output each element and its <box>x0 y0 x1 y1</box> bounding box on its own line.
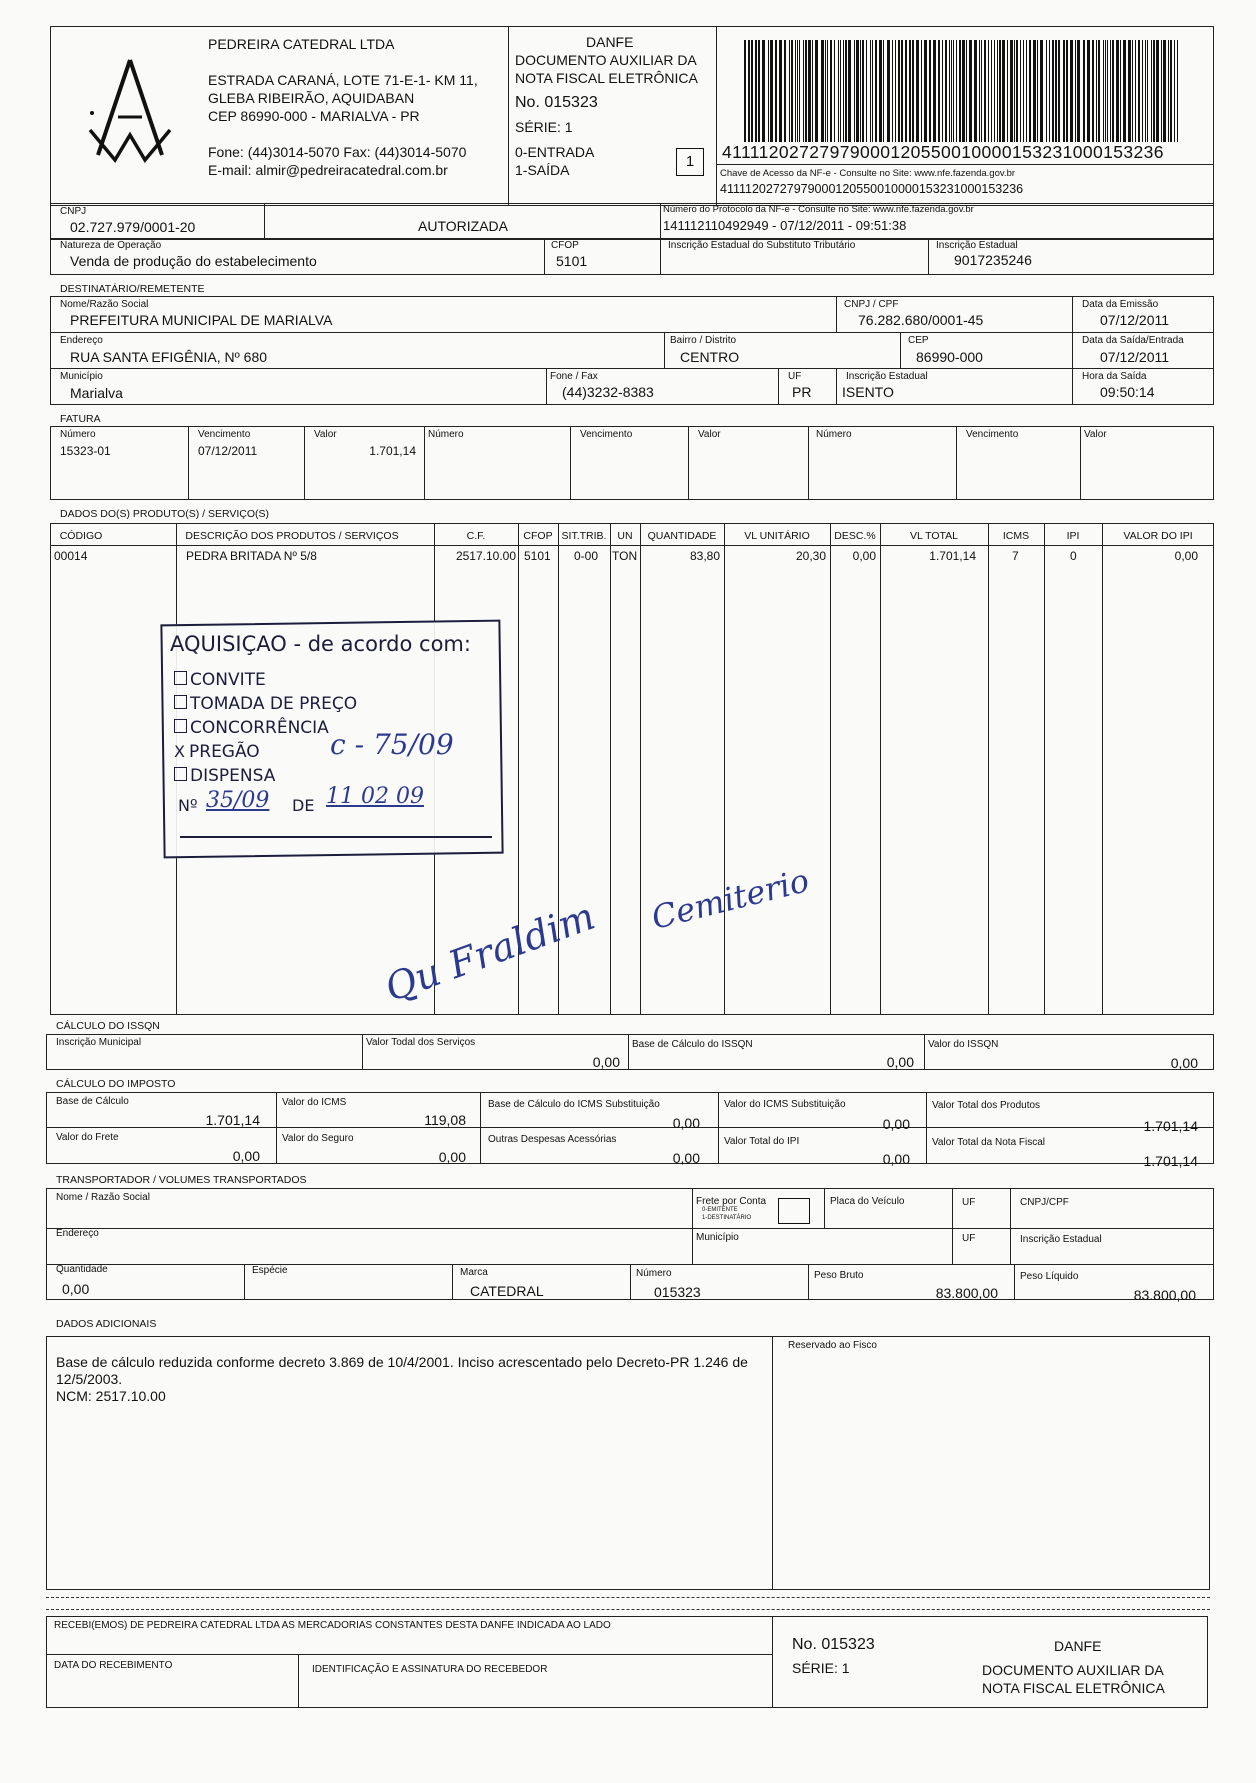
volume-number: 015323 <box>654 1284 701 1300</box>
carrier-ie-label: Inscrição Estadual <box>1020 1234 1102 1245</box>
additional-box <box>46 1336 1210 1590</box>
col-valor-ipi: VALOR DO IPI <box>1123 530 1193 542</box>
uf-value: PR <box>792 384 812 400</box>
issuer-cnpj: 02.727.979/0001-20 <box>70 219 196 235</box>
handwritten-note-process: c - 75/09 <box>330 728 454 761</box>
cnpj-row <box>50 203 1214 240</box>
tax-total-label: Valor Total da Nota Fiscal <box>932 1137 1046 1148</box>
emission-label: Data da Emissão <box>1082 299 1159 310</box>
col-desc: DESC.% <box>834 530 876 542</box>
issuer-address3: CEP 86990-000 - MARIALVA - PR <box>208 108 420 124</box>
invoice-due-label-2: Vencimento <box>580 429 633 440</box>
tax-icms-label: Valor do ICMS <box>282 1097 347 1108</box>
row-vl-unitario: 20,30 <box>795 549 826 563</box>
danfe-series: SÉRIE: 1 <box>515 119 573 135</box>
emission-date: 07/12/2011 <box>1100 312 1170 328</box>
volume-number-label: Número <box>636 1268 672 1279</box>
freight-option-1: 1-DESTINATÁRIO <box>702 1215 752 1221</box>
col-cfop: CFOP <box>523 530 553 542</box>
stamp-option-tomada: TOMADA DE PREÇO <box>174 694 357 714</box>
nature-label: Natureza de Operação <box>60 240 162 251</box>
species-label: Espécie <box>252 1265 288 1276</box>
receipt-sign-label: IDENTIFICAÇÃO E ASSINATURA DO RECEBEDOR <box>312 1664 548 1675</box>
recipient-address: RUA SANTA EFIGÊNIA, Nº 680 <box>70 349 268 365</box>
tax-ipi-label: Valor Total do IPI <box>724 1136 800 1147</box>
danfe-exit: 1-SAÍDA <box>515 162 570 178</box>
invoice-value: 1.701,14 <box>369 444 416 458</box>
gross-weight-label: Peso Bruto <box>814 1270 864 1281</box>
invoice-due-label-3: Vencimento <box>966 429 1019 440</box>
issuer-phone: Fone: (44)3014-5070 Fax: (44)3014-5070 <box>208 144 467 160</box>
danfe-subtitle1: DOCUMENTO AUXILIAR DA <box>515 52 697 68</box>
checkbox-icon <box>174 767 187 781</box>
receipt-text: RECEBI(EMOS) DE PEDREIRA CATEDRAL LTDA AS MERCADORIAS CONSTANTES DESTA DANFE INDICADA AO LADO <box>54 1620 611 1631</box>
invoice-section: FATURA <box>60 413 101 425</box>
cep-label: CEP <box>908 335 929 346</box>
col-vl-unitario: VL UNITÁRIO <box>744 530 810 542</box>
invoice-number-label-1: Número <box>60 429 96 440</box>
issuer-address2: GLEBA RIBEIRÃO, AQUIDABAN <box>208 90 415 106</box>
tax-base-label: Base de Cálculo <box>56 1096 129 1107</box>
issqn-value-label: Valor do ISSQN <box>928 1039 999 1050</box>
carrier-uf2-label: UF <box>962 1233 976 1244</box>
col-vl-total: VL TOTAL <box>909 530 959 542</box>
handwritten-note-cemetery: Cemiterio <box>647 861 813 937</box>
ie-value: 9017235246 <box>954 252 1032 268</box>
handwritten-signature: Qu Fraldim <box>379 893 601 1011</box>
col-un: UN <box>617 530 633 542</box>
access-key: 41111202727979000120550010000153231000153236 <box>720 182 1024 196</box>
tax-insurance-label: Valor do Seguro <box>282 1133 354 1144</box>
danfe-title: DANFE <box>586 34 634 50</box>
cfop-value: 5101 <box>556 253 588 269</box>
issqn-value: 0,00 <box>1170 1055 1198 1071</box>
row-icms: 7 <box>1012 549 1019 563</box>
recipient-address-label: Endereço <box>60 335 103 346</box>
recipient-cnpj: 76.282.680/0001-45 <box>858 312 984 328</box>
carrier-name-label: Nome / Razão Social <box>56 1192 150 1203</box>
col-quantidade: QUANTIDADE <box>647 530 717 542</box>
ie-st-label: Inscrição Estadual do Substituto Tributário <box>668 240 856 251</box>
tax-icms-st: 0,00 <box>882 1116 910 1132</box>
recipient-section: DESTINATÁRIO/REMETENTE <box>60 283 205 295</box>
tax-total-products-label: Valor Total dos Produtos <box>932 1100 1041 1111</box>
operation-type-box: 1 <box>676 148 704 176</box>
issqn-section: CÁLCULO DO ISSQN <box>56 1020 160 1032</box>
col-codigo: CÓDIGO <box>59 530 103 542</box>
nfe-status: AUTORIZADA <box>418 218 508 234</box>
protocol-number: 141112110492949 - 07/12/2011 - 09:51:38 <box>663 218 907 233</box>
access-key-label: Chave de Acesso da NF-e - Consulte no Site: www.nfe.fazenda.gov.br <box>720 168 1016 179</box>
recipient-cnpj-label: CNPJ / CPF <box>844 299 899 310</box>
plate-label: Placa do Veículo <box>830 1196 905 1207</box>
freight-label: Frete por Conta <box>696 1196 767 1207</box>
additional-text-2: 12/5/2003. <box>56 1371 123 1387</box>
net-weight-label: Peso Líquido <box>1020 1271 1079 1282</box>
cut-line-top <box>46 1597 1210 1598</box>
tax-freight: 0,00 <box>232 1148 260 1164</box>
barcode-number: 41111202727979000120550010000153231000153236 <box>722 142 1164 162</box>
tax-other: 0,00 <box>672 1150 700 1166</box>
invoice-number-label-2: Número <box>428 429 464 440</box>
invoice-value-label-3: Valor <box>1084 429 1107 440</box>
carrier-city-label: Município <box>696 1232 739 1243</box>
freight-checkbox[interactable] <box>778 1198 810 1224</box>
recipient-ie: ISENTO <box>842 384 894 400</box>
district-value: CENTRO <box>680 349 740 365</box>
exit-time: 09:50:14 <box>1100 384 1155 400</box>
phone-label: Fone / Fax <box>550 371 598 382</box>
col-icms: ICMS <box>1002 530 1030 542</box>
tax-freight-label: Valor do Frete <box>56 1132 119 1143</box>
checkbox-icon <box>174 671 187 685</box>
uf-label: UF <box>788 371 802 382</box>
tax-icms: 119,08 <box>424 1112 466 1128</box>
carrier-cnpj-label: CNPJ/CPF <box>1020 1197 1069 1208</box>
row-desc: 0,00 <box>852 549 876 563</box>
qty-label: Quantidade <box>56 1264 108 1275</box>
col-sit-trib: SIT.TRIB. <box>561 530 607 542</box>
issqn-im-label: Inscrição Municipal <box>56 1037 142 1048</box>
phone-value: (44)3232-8383 <box>562 384 654 400</box>
invoice-number-label-3: Número <box>816 429 852 440</box>
checkbox-icon <box>174 695 187 709</box>
tax-total-products: 1.701,14 <box>1143 1118 1198 1134</box>
receipt-number: No. 015323 <box>792 1636 875 1653</box>
stamp-option-dispensa: DISPENSA <box>174 766 275 786</box>
issqn-base: 0,00 <box>886 1054 914 1070</box>
brand-label: Marca <box>460 1267 488 1278</box>
exit-date: 07/12/2011 <box>1100 349 1170 365</box>
freight-option-0: 0-EMITENTE <box>702 1207 738 1213</box>
danfe-entry: 0-ENTRADA <box>515 144 595 160</box>
checked-box-icon: X <box>174 742 185 761</box>
gross-weight: 83.800,00 <box>935 1285 998 1301</box>
stamp-option-concorrencia: CONCORRÊNCIA <box>174 718 329 738</box>
tax-total: 1.701,14 <box>1143 1153 1198 1169</box>
row-vl-total: 1.701,14 <box>929 549 976 563</box>
recipient-name-label: Nome/Razão Social <box>60 299 149 310</box>
invoice-due-label-1: Vencimento <box>198 429 251 440</box>
stamp-de: DE <box>292 796 315 815</box>
stamp-date: 11 02 09 <box>326 784 424 809</box>
stamp-option-pregao: X PREGÃO <box>174 742 260 762</box>
stamp-option-convite: CONVITE <box>174 670 266 690</box>
issuer-name: PEDREIRA CATEDRAL LTDA <box>208 36 395 52</box>
barcode-icon <box>744 40 1180 142</box>
issqn-services: 0,00 <box>592 1054 620 1070</box>
stamp-number-prefix: Nº <box>178 796 198 815</box>
time-label: Hora da Saída <box>1082 371 1147 382</box>
city-label: Município <box>60 371 103 382</box>
issqn-services-label: Valor Todal dos Serviços <box>366 1037 476 1048</box>
additional-text-3: NCM: 2517.10.00 <box>56 1388 166 1404</box>
stamp-bottom-line <box>180 836 492 838</box>
cnpj-label: CNPJ <box>60 206 87 217</box>
col-descricao: DESCRIÇÃO DOS PRODUTOS / SERVIÇOS <box>185 530 399 542</box>
qty-value: 0,00 <box>62 1281 90 1297</box>
company-logo-icon <box>80 55 180 170</box>
row-descricao: PEDRA BRITADA Nº 5/8 <box>186 549 317 563</box>
additional-text-1: Base de cálculo reduzida conforme decreto 3.869 de 10/4/2001. Inciso acrescentado pelo Decreto-PR 1.246 de <box>56 1354 748 1370</box>
row-un: TON <box>612 549 638 563</box>
receipt-sub1: DOCUMENTO AUXILIAR DA <box>982 1662 1164 1678</box>
protocol-label: Número do Protocolo da NF-e - Consulte no Site: www.nfe.fazenda.gov.br <box>663 204 974 215</box>
ie-label: Inscrição Estadual <box>936 240 1018 251</box>
tax-other-label: Outras Despesas Acessórias <box>488 1134 617 1145</box>
transport-section: TRANSPORTADOR / VOLUMES TRANSPORTADOS <box>56 1174 307 1186</box>
receipt-series: SÉRIE: 1 <box>792 1660 850 1676</box>
tax-base-st: 0,00 <box>672 1115 700 1131</box>
cep-value: 86990-000 <box>916 349 983 365</box>
exit-date-label: Data da Saída/Entrada <box>1082 335 1184 346</box>
fisco-label: Reservado ao Fisco <box>788 1340 877 1351</box>
col-ipi: IPI <box>1066 530 1080 542</box>
row-sit-trib: 0-00 <box>574 549 599 563</box>
col-cf: C.F. <box>466 530 486 542</box>
recipient-ie-label: Inscrição Estadual <box>846 371 928 382</box>
row-quantidade: 83,80 <box>689 549 720 563</box>
invoice-value-label-1: Valor <box>314 429 337 440</box>
danfe-number: No. 015323 <box>515 94 598 111</box>
tax-insurance: 0,00 <box>438 1149 466 1165</box>
city-value: Marialva <box>70 385 123 401</box>
receipt-sub2: NOTA FISCAL ELETRÔNICA <box>982 1680 1165 1696</box>
recipient-name: PREFEITURA MUNICIPAL DE MARIALVA <box>70 312 333 328</box>
cut-line-bottom <box>46 1609 1210 1610</box>
products-section: DADOS DO(S) PRODUTO(S) / SERVIÇO(S) <box>60 508 270 520</box>
checkbox-icon <box>174 719 187 733</box>
tax-base-st-label: Base de Cálculo do ICMS Substituição <box>488 1099 660 1110</box>
carrier-uf-label: UF <box>962 1197 976 1208</box>
tax-base: 1.701,14 <box>205 1112 260 1128</box>
row-cf: 2517.10.00 <box>455 549 516 563</box>
carrier-address-label: Endereço <box>56 1228 99 1239</box>
issuer-email: E-mail: almir@pedreiracatedral.com.br <box>208 162 448 178</box>
district-label: Bairro / Distrito <box>670 335 737 346</box>
tax-ipi: 0,00 <box>882 1151 910 1167</box>
invoice-due: 07/12/2011 <box>198 444 258 458</box>
row-valor-ipi: 0,00 <box>1174 549 1198 563</box>
danfe-subtitle2: NOTA FISCAL ELETRÔNICA <box>515 70 698 86</box>
invoice-number: 15323-01 <box>60 444 111 458</box>
row-codigo: 00014 <box>54 549 88 563</box>
issuer-address1: ESTRADA CARANÁ, LOTE 71-E-1- KM 11, <box>208 72 478 88</box>
tax-icms-st-label: Valor do ICMS Substituição <box>724 1099 846 1110</box>
receipt-date-label: DATA DO RECEBIMENTO <box>54 1660 173 1671</box>
row-ipi: 0 <box>1070 549 1077 563</box>
stamp-title: AQUISIÇAO - de acordo com: <box>170 632 471 656</box>
net-weight: 83.800,00 <box>1133 1287 1196 1303</box>
issqn-base-label: Base de Cálculo do ISSQN <box>632 1039 753 1050</box>
brand-value: CATEDRAL <box>470 1283 544 1299</box>
additional-section: DADOS ADICIONAIS <box>56 1318 157 1330</box>
invoice-value-label-2: Valor <box>698 429 721 440</box>
nature-value: Venda de produção do estabelecimento <box>70 253 317 269</box>
tax-section: CÁLCULO DO IMPOSTO <box>56 1078 176 1090</box>
receipt-danfe: DANFE <box>1054 1638 1102 1654</box>
row-cfop: 5101 <box>524 549 551 563</box>
cfop-label: CFOP <box>551 240 579 251</box>
stamp-number: 35/09 <box>206 788 270 813</box>
